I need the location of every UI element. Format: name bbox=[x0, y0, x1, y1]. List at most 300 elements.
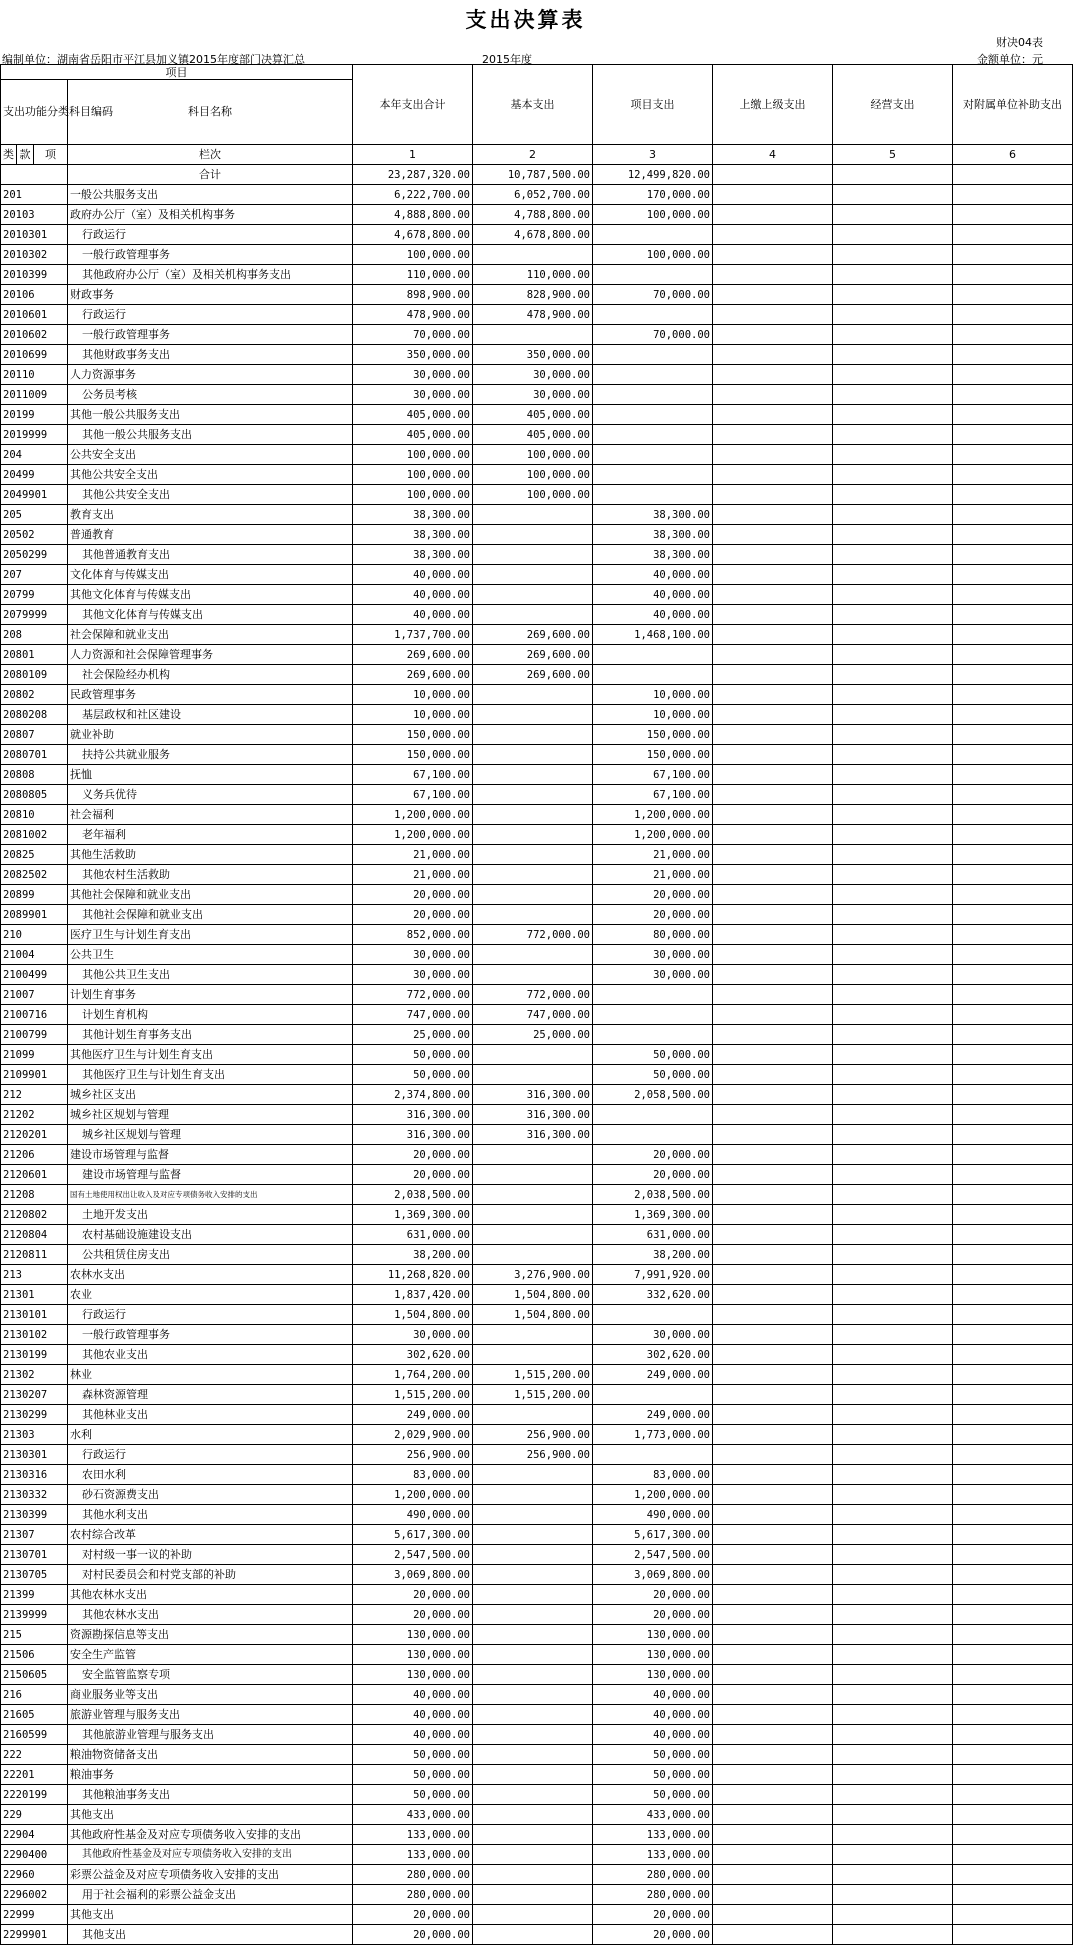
row-total: 67,100.00 bbox=[353, 765, 473, 785]
row-upper bbox=[713, 1445, 833, 1465]
header-col-1: 本年支出合计 bbox=[353, 65, 473, 145]
col-num-3: 3 bbox=[593, 145, 713, 165]
table-row bbox=[1, 505, 1073, 525]
row-upper bbox=[713, 1665, 833, 1685]
row-total: 100,000.00 bbox=[353, 485, 473, 505]
row-basic bbox=[473, 1325, 593, 1345]
table-row bbox=[1, 1905, 1073, 1925]
row-subject: 商业服务业等支出 bbox=[68, 1685, 353, 1705]
row-total: 772,000.00 bbox=[353, 985, 473, 1005]
header-col-5: 经营支出 bbox=[833, 65, 953, 145]
table-row bbox=[1, 1625, 1073, 1645]
row-subsidy bbox=[953, 185, 1073, 205]
row-subject: 安全生产监管 bbox=[68, 1645, 353, 1665]
row-subsidy bbox=[953, 865, 1073, 885]
row-code: 20110 bbox=[1, 365, 68, 385]
row-business bbox=[833, 1805, 953, 1825]
row-business bbox=[833, 645, 953, 665]
row-subsidy bbox=[953, 1925, 1073, 1945]
row-subject: 计划生育机构 bbox=[68, 1005, 353, 1025]
row-project: 38,300.00 bbox=[593, 505, 713, 525]
row-project: 40,000.00 bbox=[593, 1685, 713, 1705]
row-total: 898,900.00 bbox=[353, 285, 473, 305]
row-subsidy bbox=[953, 545, 1073, 565]
row-code: 2130316 bbox=[1, 1465, 68, 1485]
row-project bbox=[593, 485, 713, 505]
row-upper bbox=[713, 205, 833, 225]
row-business bbox=[833, 1305, 953, 1325]
row-total: 1,737,700.00 bbox=[353, 625, 473, 645]
total-col-6 bbox=[953, 165, 1073, 185]
row-code: 2011009 bbox=[1, 385, 68, 405]
row-total: 20,000.00 bbox=[353, 1165, 473, 1185]
row-upper bbox=[713, 245, 833, 265]
row-subject: 行政运行 bbox=[68, 225, 353, 245]
row-subject: 其他一般公共服务支出 bbox=[68, 405, 353, 425]
row-total: 20,000.00 bbox=[353, 1605, 473, 1625]
row-upper bbox=[713, 365, 833, 385]
row-business bbox=[833, 1265, 953, 1285]
row-upper bbox=[713, 1325, 833, 1345]
row-total: 350,000.00 bbox=[353, 345, 473, 365]
row-code: 2290400 bbox=[1, 1845, 68, 1865]
row-project: 2,038,500.00 bbox=[593, 1185, 713, 1205]
row-total: 50,000.00 bbox=[353, 1065, 473, 1085]
table-row bbox=[1, 1645, 1073, 1665]
row-basic bbox=[473, 865, 593, 885]
row-upper bbox=[713, 1745, 833, 1765]
row-upper bbox=[713, 405, 833, 425]
row-subject: 教育支出 bbox=[68, 505, 353, 525]
row-project bbox=[593, 345, 713, 365]
table-row bbox=[1, 425, 1073, 445]
row-subject: 扶持公共就业服务 bbox=[68, 745, 353, 765]
row-code: 22201 bbox=[1, 1765, 68, 1785]
row-basic bbox=[473, 785, 593, 805]
row-upper bbox=[713, 585, 833, 605]
row-total: 302,620.00 bbox=[353, 1345, 473, 1365]
row-project: 38,300.00 bbox=[593, 525, 713, 545]
row-project: 631,000.00 bbox=[593, 1225, 713, 1245]
row-project: 3,069,800.00 bbox=[593, 1565, 713, 1585]
row-total: 316,300.00 bbox=[353, 1105, 473, 1125]
row-project: 1,200,000.00 bbox=[593, 1485, 713, 1505]
row-code: 2081002 bbox=[1, 825, 68, 845]
row-code: 2130102 bbox=[1, 1325, 68, 1345]
row-upper bbox=[713, 1185, 833, 1205]
row-business bbox=[833, 1565, 953, 1585]
row-subject: 对村级一事一议的补助 bbox=[68, 1545, 353, 1565]
row-code: 2049901 bbox=[1, 485, 68, 505]
row-subsidy bbox=[953, 1705, 1073, 1725]
row-upper bbox=[713, 1705, 833, 1725]
row-total: 5,617,300.00 bbox=[353, 1525, 473, 1545]
row-basic bbox=[473, 1405, 593, 1425]
row-project: 100,000.00 bbox=[593, 245, 713, 265]
table-row bbox=[1, 465, 1073, 485]
table-row bbox=[1, 1545, 1073, 1565]
row-business bbox=[833, 965, 953, 985]
row-code: 20199 bbox=[1, 405, 68, 425]
row-subsidy bbox=[953, 1645, 1073, 1665]
table-row bbox=[1, 705, 1073, 725]
row-basic bbox=[473, 1205, 593, 1225]
row-subsidy bbox=[953, 885, 1073, 905]
row-business bbox=[833, 1065, 953, 1085]
row-basic bbox=[473, 1825, 593, 1845]
row-business bbox=[833, 1405, 953, 1425]
row-total: 38,300.00 bbox=[353, 545, 473, 565]
row-subject: 其他支出 bbox=[68, 1805, 353, 1825]
table-row bbox=[1, 1165, 1073, 1185]
row-project: 20,000.00 bbox=[593, 1165, 713, 1185]
header-col-6: 对附属单位补助支出 bbox=[953, 65, 1073, 145]
row-basic bbox=[473, 245, 593, 265]
total-col-5 bbox=[833, 165, 953, 185]
row-basic: 256,900.00 bbox=[473, 1425, 593, 1445]
row-upper bbox=[713, 1885, 833, 1905]
row-code: 2130199 bbox=[1, 1345, 68, 1365]
row-project: 50,000.00 bbox=[593, 1065, 713, 1085]
row-total: 405,000.00 bbox=[353, 405, 473, 425]
row-upper bbox=[713, 765, 833, 785]
row-total: 38,200.00 bbox=[353, 1245, 473, 1265]
header-subject: 科目名称 bbox=[68, 80, 353, 145]
row-basic: 747,000.00 bbox=[473, 1005, 593, 1025]
row-subject: 用于社会福利的彩票公益金支出 bbox=[68, 1885, 353, 1905]
row-code: 205 bbox=[1, 505, 68, 525]
row-subject: 人力资源事务 bbox=[68, 365, 353, 385]
row-subject: 资源勘探信息等支出 bbox=[68, 1625, 353, 1645]
row-subject: 民政管理事务 bbox=[68, 685, 353, 705]
row-total: 40,000.00 bbox=[353, 585, 473, 605]
row-subject: 城乡社区支出 bbox=[68, 1085, 353, 1105]
row-code: 2130399 bbox=[1, 1505, 68, 1525]
row-project bbox=[593, 1305, 713, 1325]
table-row bbox=[1, 1105, 1073, 1125]
table-row bbox=[1, 1365, 1073, 1385]
row-code: 20802 bbox=[1, 685, 68, 705]
row-basic bbox=[473, 1465, 593, 1485]
row-code: 21007 bbox=[1, 985, 68, 1005]
row-business bbox=[833, 825, 953, 845]
row-basic: 110,000.00 bbox=[473, 265, 593, 285]
row-subsidy bbox=[953, 1725, 1073, 1745]
row-upper bbox=[713, 685, 833, 705]
row-code: 2010301 bbox=[1, 225, 68, 245]
row-basic bbox=[473, 1185, 593, 1205]
row-basic: 4,788,800.00 bbox=[473, 205, 593, 225]
row-project: 280,000.00 bbox=[593, 1885, 713, 1905]
row-project: 133,000.00 bbox=[593, 1845, 713, 1865]
row-upper bbox=[713, 605, 833, 625]
row-total: 40,000.00 bbox=[353, 565, 473, 585]
row-subsidy bbox=[953, 1285, 1073, 1305]
row-project bbox=[593, 1445, 713, 1465]
row-subject: 其他生活救助 bbox=[68, 845, 353, 865]
row-code: 21303 bbox=[1, 1425, 68, 1445]
row-upper bbox=[713, 1245, 833, 1265]
row-basic bbox=[473, 1585, 593, 1605]
row-business bbox=[833, 1865, 953, 1885]
row-subject: 义务兵优待 bbox=[68, 785, 353, 805]
row-upper bbox=[713, 185, 833, 205]
col-num-2: 2 bbox=[473, 145, 593, 165]
row-total: 1,837,420.00 bbox=[353, 1285, 473, 1305]
row-upper bbox=[713, 485, 833, 505]
row-total: 1,200,000.00 bbox=[353, 805, 473, 825]
row-upper bbox=[713, 1925, 833, 1945]
row-code: 21099 bbox=[1, 1045, 68, 1065]
row-upper bbox=[713, 1545, 833, 1565]
row-subject: 其他政府性基金及对应专项债务收入安排的支出 bbox=[68, 1845, 353, 1865]
row-upper bbox=[713, 285, 833, 305]
row-code: 215 bbox=[1, 1625, 68, 1645]
row-subsidy bbox=[953, 785, 1073, 805]
row-subject: 其他粮油事务支出 bbox=[68, 1785, 353, 1805]
row-project: 130,000.00 bbox=[593, 1645, 713, 1665]
row-subject: 行政运行 bbox=[68, 1445, 353, 1465]
row-basic bbox=[473, 745, 593, 765]
row-basic: 100,000.00 bbox=[473, 445, 593, 465]
row-subsidy bbox=[953, 225, 1073, 245]
row-code: 2150605 bbox=[1, 1665, 68, 1685]
row-upper bbox=[713, 1465, 833, 1485]
row-subsidy bbox=[953, 725, 1073, 745]
row-project: 20,000.00 bbox=[593, 1145, 713, 1165]
table-row bbox=[1, 525, 1073, 545]
row-upper bbox=[713, 705, 833, 725]
row-code: 2082502 bbox=[1, 865, 68, 885]
row-business bbox=[833, 1785, 953, 1805]
row-upper bbox=[713, 1605, 833, 1625]
header-col-4: 上缴上级支出 bbox=[713, 65, 833, 145]
row-total: 433,000.00 bbox=[353, 1805, 473, 1825]
row-business bbox=[833, 425, 953, 445]
table-row bbox=[1, 1145, 1073, 1165]
row-project bbox=[593, 445, 713, 465]
row-basic bbox=[473, 1645, 593, 1665]
row-basic bbox=[473, 1605, 593, 1625]
row-project: 21,000.00 bbox=[593, 865, 713, 885]
row-upper bbox=[713, 1205, 833, 1225]
table-row bbox=[1, 945, 1073, 965]
row-total: 38,300.00 bbox=[353, 525, 473, 545]
table-row bbox=[1, 845, 1073, 865]
row-project: 50,000.00 bbox=[593, 1745, 713, 1765]
row-basic: 269,600.00 bbox=[473, 665, 593, 685]
row-business bbox=[833, 305, 953, 325]
row-code: 2100716 bbox=[1, 1005, 68, 1025]
row-basic bbox=[473, 1705, 593, 1725]
row-subject: 水利 bbox=[68, 1425, 353, 1445]
row-subsidy bbox=[953, 1145, 1073, 1165]
row-code: 2130705 bbox=[1, 1565, 68, 1585]
row-basic: 772,000.00 bbox=[473, 925, 593, 945]
row-basic bbox=[473, 965, 593, 985]
table-row bbox=[1, 325, 1073, 345]
row-business bbox=[833, 1905, 953, 1925]
table-row bbox=[1, 785, 1073, 805]
row-upper bbox=[713, 1285, 833, 1305]
row-project: 249,000.00 bbox=[593, 1405, 713, 1425]
table-row bbox=[1, 1685, 1073, 1705]
row-business bbox=[833, 1505, 953, 1525]
row-basic bbox=[473, 1225, 593, 1245]
row-code: 22999 bbox=[1, 1905, 68, 1925]
row-upper bbox=[713, 905, 833, 925]
row-project: 20,000.00 bbox=[593, 1925, 713, 1945]
row-business bbox=[833, 525, 953, 545]
row-total: 249,000.00 bbox=[353, 1405, 473, 1425]
row-basic bbox=[473, 565, 593, 585]
row-subsidy bbox=[953, 645, 1073, 665]
row-total: 30,000.00 bbox=[353, 1325, 473, 1345]
row-basic bbox=[473, 1905, 593, 1925]
row-subsidy bbox=[953, 1225, 1073, 1245]
row-subject: 其他医疗卫生与计划生育支出 bbox=[68, 1045, 353, 1065]
row-subsidy bbox=[953, 1585, 1073, 1605]
row-subject: 其他一般公共服务支出 bbox=[68, 425, 353, 445]
row-upper bbox=[713, 1045, 833, 1065]
row-subject: 其他文化体育与传媒支出 bbox=[68, 605, 353, 625]
row-basic bbox=[473, 1625, 593, 1645]
row-total: 30,000.00 bbox=[353, 365, 473, 385]
row-project: 280,000.00 bbox=[593, 1865, 713, 1885]
row-subject: 其他政府办公厅（室）及相关机构事务支出 bbox=[68, 265, 353, 285]
row-subject: 社会保障和就业支出 bbox=[68, 625, 353, 645]
row-subject: 医疗卫生与计划生育支出 bbox=[68, 925, 353, 945]
table-row bbox=[1, 1185, 1073, 1205]
col-num-4: 4 bbox=[713, 145, 833, 165]
table-row bbox=[1, 565, 1073, 585]
row-subsidy bbox=[953, 285, 1073, 305]
page-title: 支出决算表 bbox=[465, 8, 586, 32]
row-code: 20825 bbox=[1, 845, 68, 865]
row-code: 201 bbox=[1, 185, 68, 205]
row-total: 30,000.00 bbox=[353, 945, 473, 965]
row-code: 2120811 bbox=[1, 1245, 68, 1265]
row-total: 130,000.00 bbox=[353, 1665, 473, 1685]
total-col-2: 10,787,500.00 bbox=[473, 165, 593, 185]
row-business bbox=[833, 445, 953, 465]
row-subject: 基层政权和社区建设 bbox=[68, 705, 353, 725]
row-subsidy bbox=[953, 1245, 1073, 1265]
row-business bbox=[833, 345, 953, 365]
row-total: 316,300.00 bbox=[353, 1125, 473, 1145]
row-business bbox=[833, 185, 953, 205]
row-project: 249,000.00 bbox=[593, 1365, 713, 1385]
row-total: 280,000.00 bbox=[353, 1865, 473, 1885]
row-subject: 农村综合改革 bbox=[68, 1525, 353, 1545]
row-total: 20,000.00 bbox=[353, 1145, 473, 1165]
row-code: 2010699 bbox=[1, 345, 68, 365]
row-business bbox=[833, 1385, 953, 1405]
row-subject: 城乡社区规划与管理 bbox=[68, 1125, 353, 1145]
row-subject: 社会保险经办机构 bbox=[68, 665, 353, 685]
row-code: 2079999 bbox=[1, 605, 68, 625]
table-row bbox=[1, 685, 1073, 705]
table-row bbox=[1, 185, 1073, 205]
row-upper bbox=[713, 1005, 833, 1025]
row-business bbox=[833, 785, 953, 805]
row-upper bbox=[713, 1625, 833, 1645]
row-project: 20,000.00 bbox=[593, 1605, 713, 1625]
table-row bbox=[1, 1765, 1073, 1785]
row-total: 4,888,800.00 bbox=[353, 205, 473, 225]
row-basic: 828,900.00 bbox=[473, 285, 593, 305]
row-subsidy bbox=[953, 1045, 1073, 1065]
row-business bbox=[833, 1485, 953, 1505]
row-total: 1,200,000.00 bbox=[353, 1485, 473, 1505]
row-upper bbox=[713, 1225, 833, 1245]
row-code: 2010302 bbox=[1, 245, 68, 265]
row-basic bbox=[473, 1545, 593, 1565]
row-subject: 行政运行 bbox=[68, 1305, 353, 1325]
row-business bbox=[833, 1165, 953, 1185]
row-business bbox=[833, 1885, 953, 1905]
row-code: 21399 bbox=[1, 1585, 68, 1605]
compiling-unit: 编制单位：湖南省岳阳市平江县加义镇2015年度部门决算汇总 bbox=[2, 53, 305, 66]
row-total: 20,000.00 bbox=[353, 1585, 473, 1605]
table-row bbox=[1, 225, 1073, 245]
row-subsidy bbox=[953, 1665, 1073, 1685]
table-row bbox=[1, 545, 1073, 565]
row-subject: 安全监管监察专项 bbox=[68, 1665, 353, 1685]
table-row bbox=[1, 1485, 1073, 1505]
row-code: 2296002 bbox=[1, 1885, 68, 1905]
row-upper bbox=[713, 325, 833, 345]
row-subsidy bbox=[953, 265, 1073, 285]
row-subsidy bbox=[953, 325, 1073, 345]
table-row bbox=[1, 605, 1073, 625]
header-item: 项目 bbox=[1, 65, 353, 80]
row-subsidy bbox=[953, 1845, 1073, 1865]
row-project: 67,100.00 bbox=[593, 765, 713, 785]
table-row bbox=[1, 1805, 1073, 1825]
header-xiang: 项 bbox=[34, 145, 68, 165]
row-project: 50,000.00 bbox=[593, 1045, 713, 1065]
row-project: 40,000.00 bbox=[593, 585, 713, 605]
row-subject: 公务员考核 bbox=[68, 385, 353, 405]
row-project: 70,000.00 bbox=[593, 325, 713, 345]
row-subsidy bbox=[953, 1065, 1073, 1085]
row-project: 2,058,500.00 bbox=[593, 1085, 713, 1105]
row-upper bbox=[713, 265, 833, 285]
row-code: 20499 bbox=[1, 465, 68, 485]
row-basic: 100,000.00 bbox=[473, 465, 593, 485]
row-subject: 建设市场管理与监督 bbox=[68, 1165, 353, 1185]
row-basic bbox=[473, 905, 593, 925]
table-row bbox=[1, 625, 1073, 645]
row-project: 80,000.00 bbox=[593, 925, 713, 945]
row-basic bbox=[473, 1165, 593, 1185]
form-number: 财决04表 bbox=[996, 36, 1043, 49]
row-code: 2160599 bbox=[1, 1725, 68, 1745]
table-row bbox=[1, 405, 1073, 425]
row-code: 21506 bbox=[1, 1645, 68, 1665]
col-num-6: 6 bbox=[953, 145, 1073, 165]
row-code: 2120802 bbox=[1, 1205, 68, 1225]
row-business bbox=[833, 265, 953, 285]
row-basic bbox=[473, 685, 593, 705]
row-business bbox=[833, 1585, 953, 1605]
row-total: 133,000.00 bbox=[353, 1845, 473, 1865]
table-row bbox=[1, 205, 1073, 225]
table-row bbox=[1, 1205, 1073, 1225]
table-row bbox=[1, 585, 1073, 605]
row-business bbox=[833, 685, 953, 705]
